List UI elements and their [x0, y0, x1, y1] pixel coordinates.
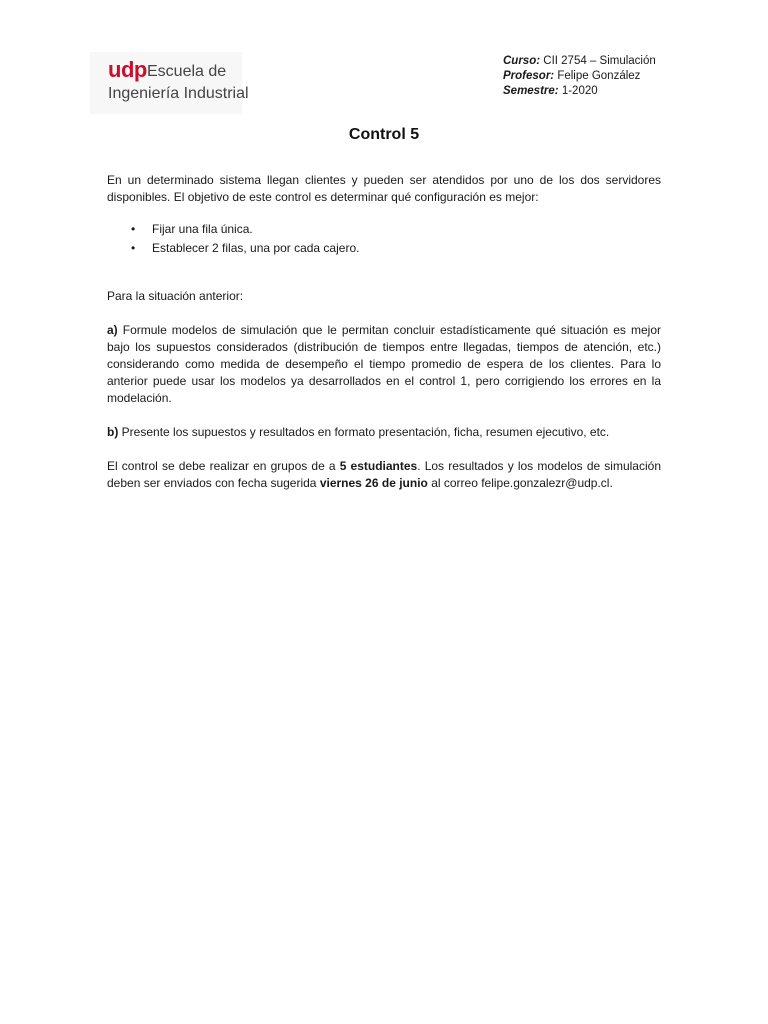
- part-b-text: Presente los supuestos y resultados en formato presentación, ficha, resumen ejecutivo, etc.: [121, 425, 610, 439]
- group-size: 5 estudiantes: [339, 459, 418, 473]
- closing-text-1: El control se debe realizar en grupos de a: [107, 459, 340, 473]
- bullet-icon: •: [131, 241, 136, 255]
- logo-brand: udp: [108, 57, 147, 82]
- list-item-text: Fijar una fila única.: [152, 222, 253, 236]
- semester-row: [503, 84, 656, 99]
- semester-label: Semestre:: [503, 85, 559, 97]
- bullet-icon: •: [131, 222, 136, 236]
- logo-line-2: Ingeniería Industrial: [108, 85, 249, 102]
- document-body: [107, 172, 661, 492]
- part-b-paragraph: [107, 424, 661, 441]
- due-date: viernes 26 de junio: [319, 476, 428, 490]
- part-a-paragraph: [107, 322, 661, 407]
- udp-logo: [90, 52, 249, 114]
- list-item-text: Establecer 2 filas, una por cada cajero.: [152, 241, 360, 255]
- closing-text-3: al correo felipe.gonzalezr@udp.cl.: [427, 476, 613, 490]
- part-a-label: a): [107, 323, 118, 337]
- semester-value: 1-2020: [561, 85, 598, 97]
- course-label: Curso:: [503, 55, 541, 67]
- intro-paragraph: En un determinado sistema llegan clientes y pueden ser atendidos por uno de los dos servidores disponibles. El objetivo de este control es determinar qué configuración es mejor:: [107, 173, 661, 204]
- course-row: [503, 54, 656, 69]
- professor-value: Felipe González: [557, 70, 641, 82]
- list-item: [107, 239, 661, 258]
- part-a-text: Formule modelos de simulación que le permitan concluir estadísticamente qué situación es mejor bajo los supuestos considerados (distribución de tiempos entre llegadas, tiempos de atención, etc.) considerando como medida de desempeño el tiempo promedio de espera de los clientes. Para lo anterior puede usar los modelos ya desarrollados en el control 1, pero corrigiendo los errores en la modelación.: [107, 323, 661, 405]
- list-item: [107, 220, 661, 239]
- closing-text-2: . Los resultados y los modelos de simulación deben ser enviados con fecha sugerida: [107, 459, 661, 490]
- professor-label: Profesor:: [503, 70, 555, 82]
- professor-row: [503, 69, 656, 84]
- options-list: [107, 220, 661, 258]
- logo-line-1: Escuela de: [147, 63, 227, 80]
- course-info: [503, 54, 656, 99]
- situation-paragraph: Para la situación anterior:: [107, 289, 244, 303]
- course-value: CII 2754 – Simulación: [543, 55, 656, 67]
- document-title: Control 5: [348, 126, 420, 143]
- closing-paragraph: [107, 458, 661, 492]
- part-b-label: b): [107, 425, 119, 439]
